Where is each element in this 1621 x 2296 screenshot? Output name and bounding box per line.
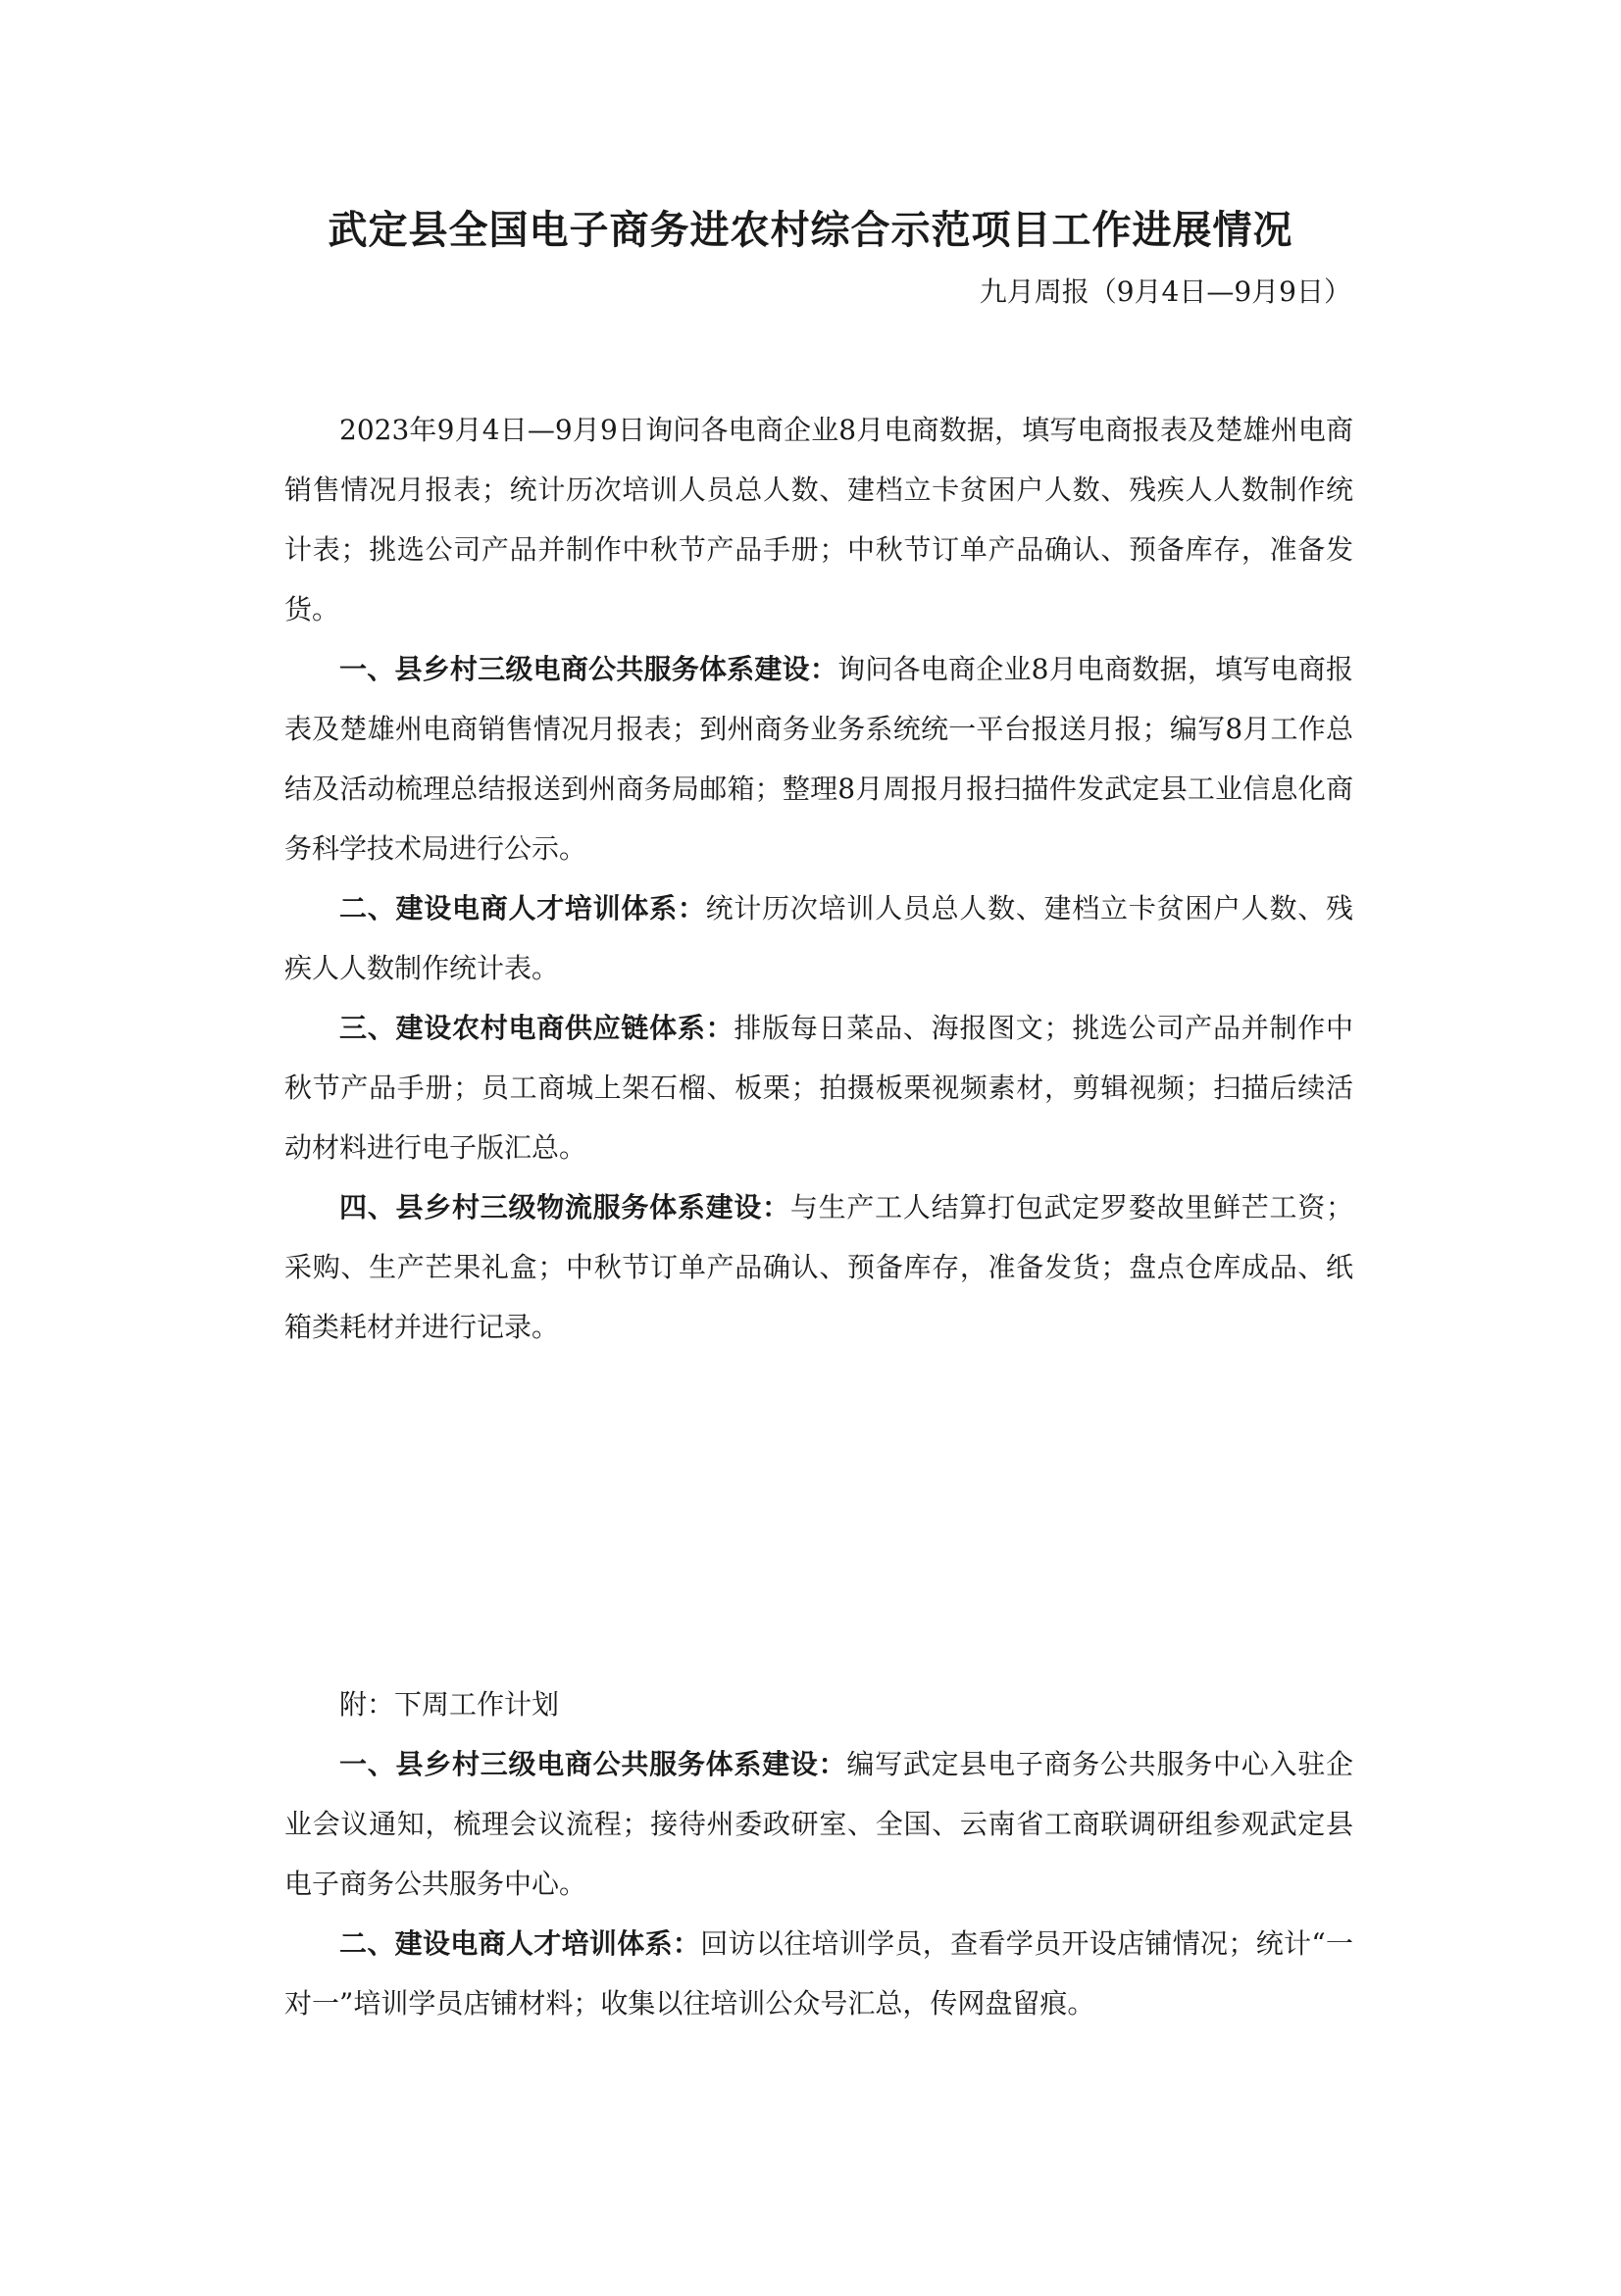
- document-title: 武定县全国电子商务进农村综合示范项目工作进展情况: [328, 208, 1293, 253]
- section-paragraph-1: [284, 639, 1353, 878]
- section-paragraph-3: [284, 998, 1353, 1177]
- section-paragraph-2: [284, 878, 1353, 998]
- section-paragraph-4: [284, 1177, 1353, 1357]
- appendix-item-content-1: 编写武定县电子商务公共服务中心入驻企业会议通知，梳理会议流程；接待州委政研室、全国、云南省工商联调研组参观武定县电子商务公共服务中心。: [284, 1748, 1353, 1900]
- report-body: [284, 400, 1353, 1357]
- section-content-2: 统计历次培训人员总人数、建档立卡贫困户人数、残疾人人数制作统计表。: [284, 892, 1353, 984]
- appendix-item-heading-2: 二、建设电商人才培训体系：: [339, 1927, 701, 1960]
- section-heading-3: 三、建设农村电商供应链体系：: [339, 1012, 735, 1044]
- document-subtitle: 九月周报（9月4日—9月9日）: [979, 275, 1351, 308]
- appendix-heading: 附：下周工作计划: [339, 1688, 560, 1721]
- section-content-4: 与生产工人结算打包武定罗婺故里鲜芒工资；采购、生产芒果礼盒；中秋节订单产品确认、预备库存，准备发货；盘点仓库成品、纸箱类耗材并进行记录。: [284, 1191, 1353, 1343]
- appendix-item-heading-1: 一、县乡村三级电商公共服务体系建设：: [339, 1748, 847, 1780]
- section-heading-4: 四、县乡村三级物流服务体系建设：: [339, 1191, 790, 1223]
- appendix-paragraph-2: [284, 1914, 1353, 2033]
- appendix-block: [284, 1674, 1353, 2033]
- appendix-paragraph-1: [284, 1734, 1353, 1914]
- section-content-3: 排版每日菜品、海报图文；挑选公司产品并制作中秋节产品手册；员工商城上架石榴、板栗；拍摄板栗视频素材，剪辑视频；扫描后续活动材料进行电子版汇总。: [284, 1012, 1353, 1164]
- section-heading-2: 二、建设电商人才培训体系：: [339, 892, 706, 924]
- section-content-1: 询问各电商企业8月电商数据，填写电商报表及楚雄州电商销售情况月报表；到州商务业务系统统一平台报送月报；编写8月工作总结及活动梳理总结报送到州商务局邮箱；整理8月周报月报扫描件发武定县工业信息化商务科学技术局进行公示。: [284, 653, 1353, 865]
- section-heading-1: 一、县乡村三级电商公共服务体系建设：: [339, 653, 838, 685]
- summary-paragraph: 2023年9月4日—9月9日询问各电商企业8月电商数据，填写电商报表及楚雄州电商销售情况月报表；统计历次培训人员总人数、建档立卡贫困户人数、残疾人人数制作统计表；挑选公司产品并制作中秋节产品手册；中秋节订单产品确认、预备库存，准备发货。: [284, 414, 1353, 625]
- appendix-item-content-2: 回访以往培训学员，查看学员开设店铺情况；统计“一对一”培训学员店铺材料；收集以往培训公众号汇总，传网盘留痕。: [284, 1927, 1353, 2020]
